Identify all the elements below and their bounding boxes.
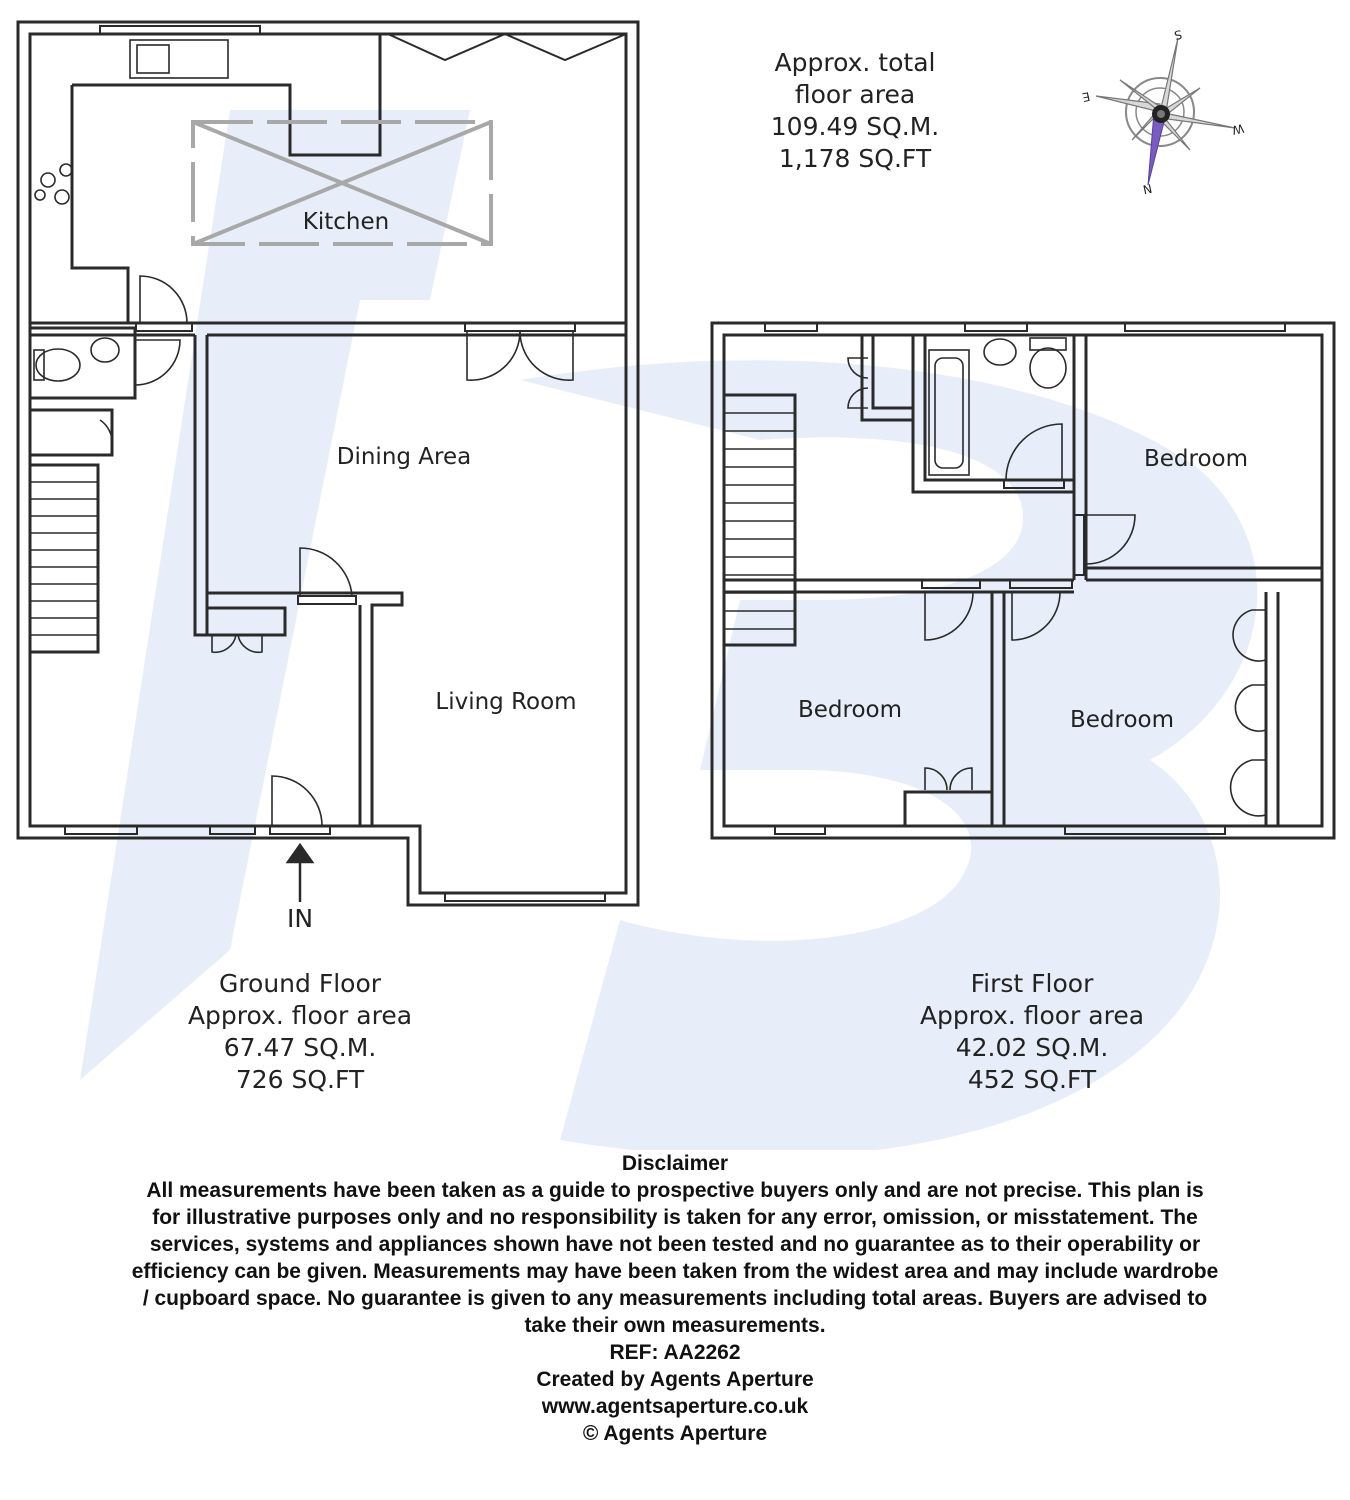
- compass-w-label: W: [1230, 121, 1246, 138]
- disclaimer-line: for illustrative purposes only and no responsibility is taken for any error, omission, or misstatement. The: [152, 1206, 1198, 1229]
- ground-floor-sqft: 726 SQ.FT: [235, 1065, 365, 1094]
- first-floor-area-block: [882, 968, 1182, 1096]
- disclaimer-created-by: Created by Agents Aperture: [536, 1368, 814, 1391]
- compass-n-label: N: [1141, 181, 1154, 197]
- ground-floor-sqm: 67.47 SQ.M.: [223, 1033, 377, 1062]
- total-area-line1: Approx. total: [774, 48, 936, 77]
- compass-icon: [1096, 38, 1235, 185]
- compass-e-label: E: [1081, 89, 1092, 105]
- room-label-bedroom-1: Bedroom: [1143, 446, 1249, 472]
- disclaimer-copyright: © Agents Aperture: [582, 1422, 768, 1445]
- disclaimer-website: www.agentsaperture.co.uk: [541, 1395, 809, 1418]
- ground-floor-area-block: [150, 968, 450, 1096]
- disclaimer-line: services, systems and appliances shown have not been tested and no guarantee as to their operability or: [149, 1233, 1201, 1256]
- room-label-living: Living Room: [435, 689, 577, 715]
- disclaimer-line: take their own measurements.: [524, 1314, 826, 1337]
- ground-floor-area-label: Approx. floor area: [187, 1001, 413, 1030]
- total-area-sqm: 109.49 SQ.M.: [770, 112, 940, 141]
- disclaimer-line: efficiency can be given. Measurements may have been taken from the widest area and may include wardrobe: [131, 1260, 1219, 1283]
- ground-floor-name: Ground Floor: [218, 969, 382, 998]
- entrance-arrow-icon: [288, 845, 312, 902]
- disclaimer-title: Disclaimer: [621, 1152, 729, 1175]
- room-label-bedroom-3: Bedroom: [1069, 707, 1175, 733]
- total-area-line2: floor area: [794, 80, 916, 109]
- room-label-bedroom-2: Bedroom: [797, 697, 903, 723]
- first-floor-name: First Floor: [970, 969, 1094, 998]
- disclaimer-line: / cupboard space. No guarantee is given to any measurements including total areas. Buyers are advised to: [142, 1287, 1208, 1310]
- first-floor-sqft: 452 SQ.FT: [967, 1065, 1097, 1094]
- disclaimer-line: All measurements have been taken as a guide to prospective buyers only and are not precise. This plan is: [146, 1179, 1204, 1202]
- total-area-sqft: 1,178 SQ.FT: [778, 144, 932, 173]
- room-label-kitchen: Kitchen: [302, 209, 390, 235]
- first-floor-sqm: 42.02 SQ.M.: [955, 1033, 1109, 1062]
- room-label-dining: Dining Area: [336, 444, 472, 470]
- total-area-block: [740, 47, 970, 175]
- first-floor-area-label: Approx. floor area: [919, 1001, 1145, 1030]
- disclaimer: [20, 1150, 1330, 1447]
- disclaimer-ref: REF: AA2262: [609, 1341, 741, 1364]
- compass-s-label: S: [1172, 27, 1184, 43]
- entrance-label: IN: [286, 904, 314, 933]
- ground-floor-plan: [18, 22, 638, 905]
